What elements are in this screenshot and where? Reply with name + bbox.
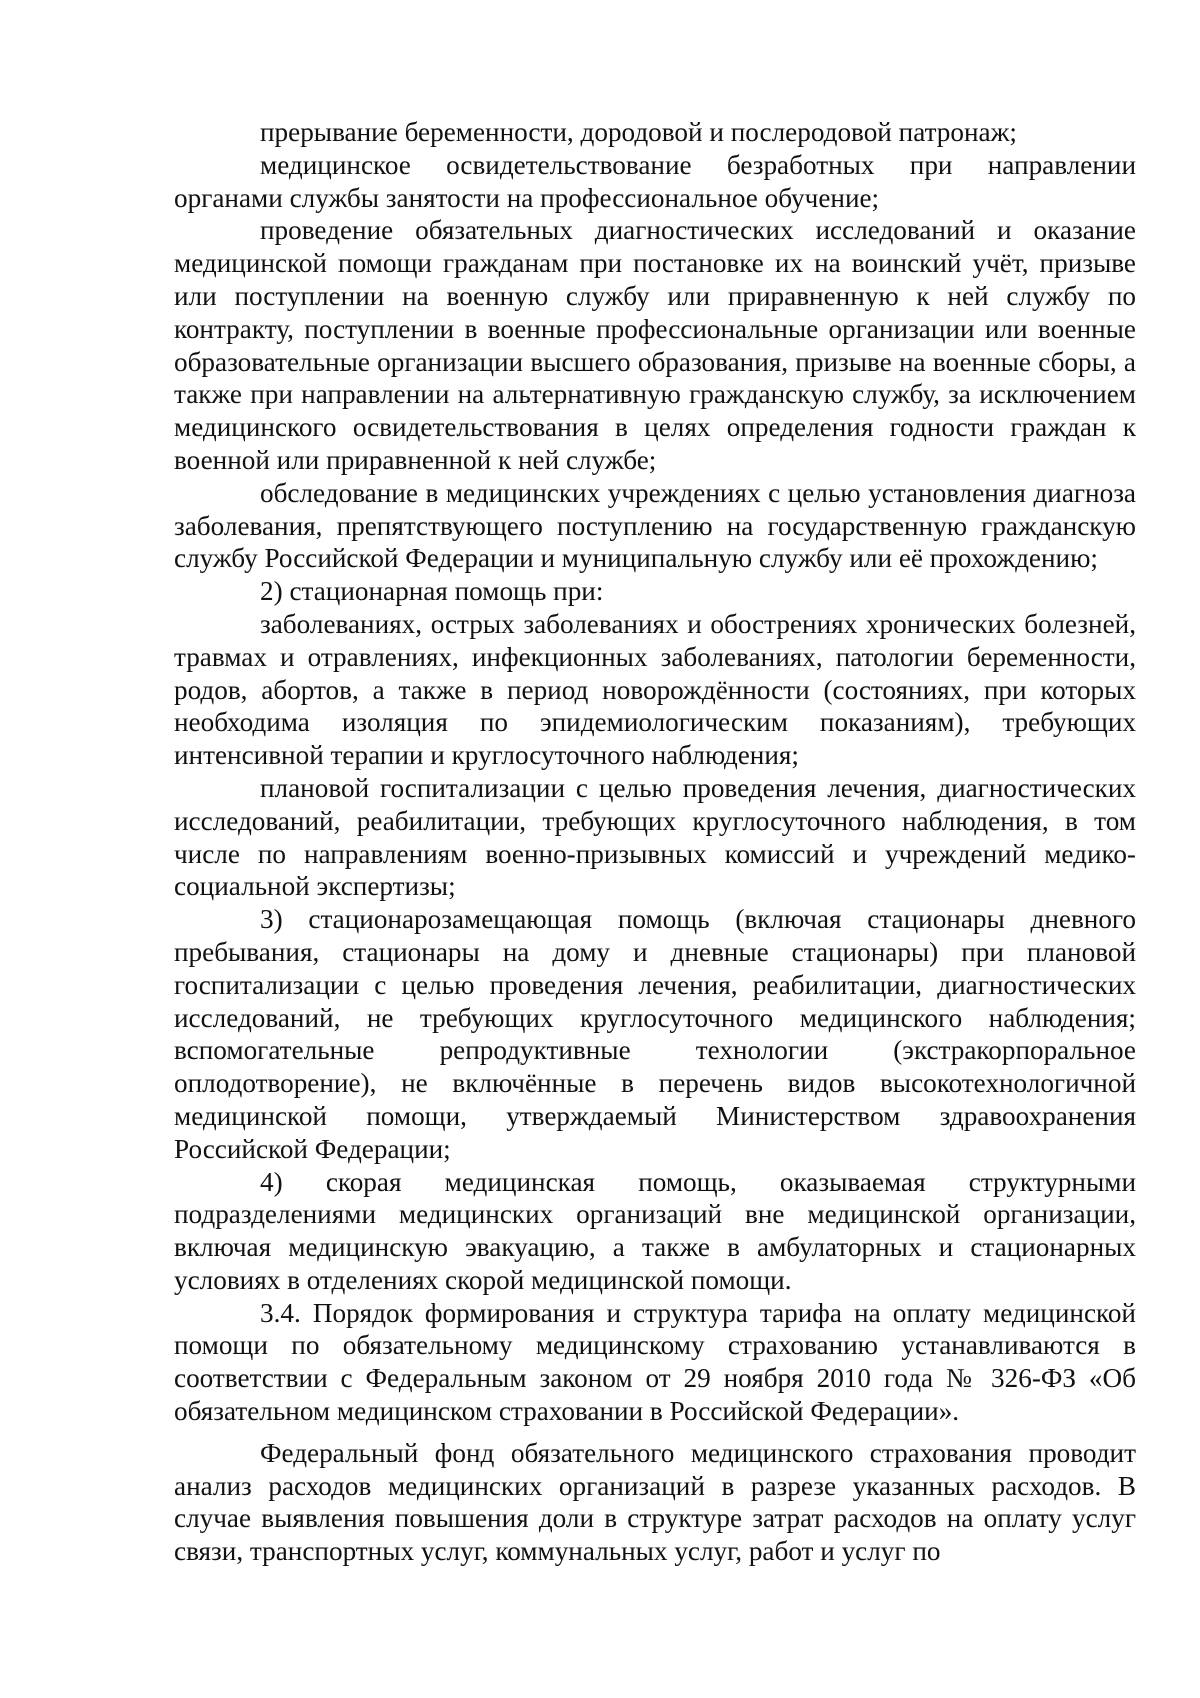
paragraph-day-hospital-care: 3) стационарозамещающая помощь (включая стационары дневного пребывания, стационары на дому и дневные стационары) при плановой госпитализации с целью проведения лечения, реабилитации, диагностических исследований, не требующих круглосуточного медицинского наблюдения; вспомогательные репродуктивные технологии (экстракорпоральное оплодотворение), не включённые в перечень видов высокотехнологичной медицинской помощи, утверждаемый Министерством здравоохранения Российской Федерации; (174, 904, 1136, 1164)
paragraph-tariff-structure: 3.4. Порядок формирования и структура тарифа на оплату медицинской помощи по обязательному медицинскому страхованию устанавливаются в соответствии с Федеральным законом от 29 ноября 2010 года № 326-ФЗ «Об обязательном медицинском страховании в Российской Федерации». (174, 1297, 1136, 1427)
paragraph-inpatient-diseases: заболеваниях, острых заболеваниях и обострениях хронических болезней, травмах и отравлениях, инфекционных заболеваниях, патологии беременности, родов, абортов, а также в период новорождённости (состояниях, при которых необходима изоляция по эпидемиологическим показаниям), требующих интенсивной терапии и круглосуточного наблюдения; (174, 608, 1136, 771)
paragraph-military-diagnostics: проведение обязательных диагностических исследований и оказание медицинской помощи гражданам при постановке их на воинский учёт, призыве или поступлении на военную службу или приравненную к ней службу по контракту, поступлении в военные профессиональные организации или военные образовательные организации высшего образования, призыве на военные сборы, а также при направлении на альтернативную гражданскую службу, за исключением медицинского освидетельствования в целях определения годности граждан к военной или приравненной к ней службе; (174, 215, 1136, 475)
paragraph-planned-hospitalization: плановой госпитализации с целью проведения лечения, диагностических исследований, реабилитации, требующих круглосуточного наблюдения, в том числе по направлениям военно-призывных комиссий и учреждений медико-социальной экспертизы; (174, 772, 1136, 902)
paragraph-emergency-care: 4) скорая медицинская помощь, оказываемая структурными подразделениями медицинских организаций вне медицинской организации, включая медицинскую эвакуацию, а также в амбулаторных и стационарных условиях в отделениях скорой медицинской помощи. (174, 1166, 1136, 1295)
paragraph-unemployed-examination: медицинское освидетельствование безработных при направлении органами службы занятости на профессиональное обучение; (174, 149, 1136, 213)
document-page (174, 116, 1136, 1568)
paragraph-inpatient-care-heading: 2) стационарная помощь при: (260, 576, 604, 607)
paragraph-federal-fund-analysis: Федеральный фонд обязательного медицинского страхования проводит анализ расходов медицинских организаций в разрезе указанных расходов. В случае выявления повышения доли в структуре затрат расходов на оплату услуг связи, транспортных услуг, коммунальных услуг, работ и услуг по (174, 1437, 1136, 1567)
paragraph-civil-service-examination: обследование в медицинских учреждениях с целью установления диагноза заболевания, препятствующего поступлению на государственную гражданскую службу Российской Федерации и муниципальную службу или её прохождению; (174, 477, 1136, 574)
paragraph-abortion-patronage: прерывание беременности, дородовой и послеродовой патронаж; (260, 117, 1017, 147)
